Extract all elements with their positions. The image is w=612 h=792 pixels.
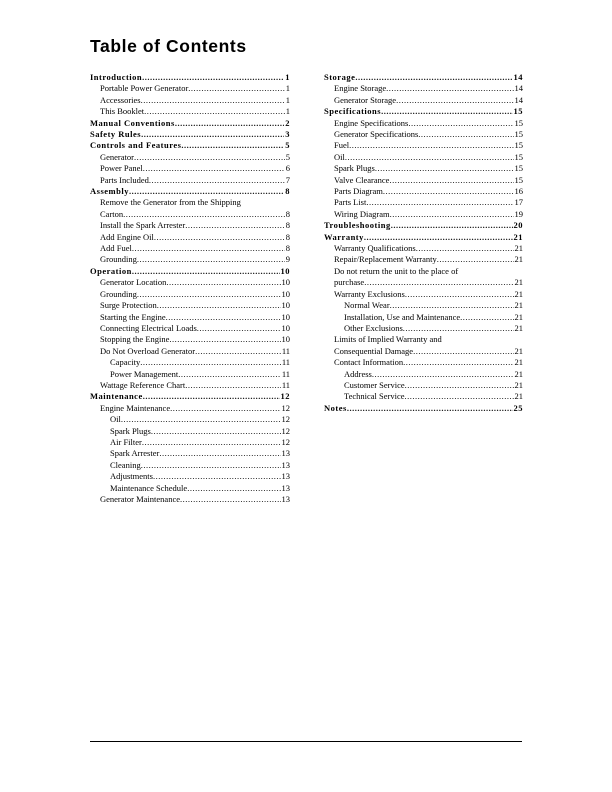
- toc-subsection-entry[interactable]: [324, 197, 523, 208]
- toc-entry-label: Starting the Engine: [100, 311, 166, 322]
- toc-page-number: 21: [514, 322, 523, 333]
- toc-page-number: 1: [285, 83, 290, 94]
- toc-entry-label: Other Exclusions: [344, 322, 403, 333]
- toc-entry-label: Safety Rules: [90, 129, 142, 140]
- toc-subsection-entry[interactable]: [324, 140, 523, 151]
- toc-entry-label: Do not return the unit to the place of: [334, 265, 459, 276]
- dot-leader: [134, 152, 285, 163]
- toc-page-number: 13: [281, 471, 290, 482]
- dot-leader: [355, 72, 512, 83]
- page-title: Table of Contents: [90, 36, 247, 56]
- toc-section-entry[interactable]: [90, 186, 290, 197]
- toc-entry-label: Generator Location: [100, 277, 167, 288]
- toc-entry-label: Maintenance Schedule: [110, 482, 188, 493]
- toc-subsection-entry[interactable]: [324, 346, 523, 357]
- toc-page-number: 3: [285, 129, 290, 140]
- toc-page-number: 6: [285, 163, 290, 174]
- dot-leader: [405, 391, 514, 402]
- toc-page-number: 11: [281, 379, 290, 390]
- toc-entry-label: Notes: [324, 402, 347, 413]
- toc-page-number: 1: [285, 106, 290, 117]
- toc-page-number: 21: [514, 391, 523, 402]
- toc-entry-label: This Booklet: [100, 106, 145, 117]
- toc-entry-label: Spark Plugs: [110, 425, 151, 436]
- dot-leader: [345, 152, 514, 163]
- toc-entry-label: Engine Maintenance: [100, 402, 171, 413]
- dot-leader: [396, 95, 513, 106]
- toc-entry-label: Assembly: [90, 186, 129, 197]
- toc-page-number: 8: [285, 220, 290, 231]
- dot-leader: [143, 163, 285, 174]
- toc-entry-label: Generator Storage: [334, 94, 397, 105]
- toc-subsection-entry[interactable]: [324, 209, 523, 220]
- toc-section-entry[interactable]: [90, 266, 290, 277]
- toc-entry-label: Generator Maintenance: [100, 494, 180, 505]
- toc-entry-label: Valve Clearance: [334, 174, 390, 185]
- toc-entry-label: Do Not Overload Generator: [100, 345, 196, 356]
- toc-page-number: 15: [513, 106, 523, 117]
- toc-page-number: 14: [514, 94, 523, 105]
- dot-leader: [403, 323, 514, 334]
- dot-leader: [153, 471, 281, 482]
- toc-subsection-entry[interactable]: [90, 414, 290, 425]
- toc-page-number: 19: [514, 208, 523, 219]
- toc-section-entry[interactable]: [90, 391, 290, 402]
- toc-page-number: 11: [281, 345, 290, 356]
- toc-page-number: 12: [281, 425, 290, 436]
- toc-page-number: 14: [513, 71, 523, 82]
- dot-leader: [141, 129, 284, 140]
- toc-entry-label: Connecting Electrical Loads: [100, 322, 197, 333]
- toc-entry-label: Capacity: [110, 357, 141, 368]
- toc-entry-label: Portable Power Generator: [100, 83, 189, 94]
- toc-subsection-entry[interactable]: [90, 255, 290, 266]
- toc-subsection-entry[interactable]: [324, 380, 523, 391]
- toc-subsection-entry[interactable]: [324, 369, 523, 380]
- toc-subsection-entry[interactable]: [324, 255, 523, 266]
- toc-subsection-entry[interactable]: [90, 483, 290, 494]
- toc-entry-label: Remove the Generator from the Shipping: [100, 197, 241, 208]
- toc-entry-label: Introduction: [90, 71, 143, 82]
- toc-entry-label: Add Fuel: [100, 243, 132, 254]
- dot-leader: [143, 391, 280, 402]
- toc-page-number: 16: [514, 186, 523, 197]
- toc-section-entry[interactable]: [324, 403, 523, 414]
- toc-entry-label: Warranty: [324, 231, 364, 242]
- dot-leader: [132, 266, 280, 277]
- dot-leader: [140, 357, 281, 368]
- toc-page-number: 12: [281, 436, 290, 447]
- toc-subsection-entry[interactable]: [90, 460, 290, 471]
- dot-leader: [390, 300, 514, 311]
- dot-leader: [166, 312, 281, 323]
- toc-entry-label: Adjustments: [110, 471, 153, 482]
- toc-page-number: 21: [513, 231, 523, 242]
- dot-leader: [405, 289, 514, 300]
- toc-entry-label: Operation: [90, 265, 132, 276]
- toc-section-entry[interactable]: [324, 106, 523, 117]
- toc-page-number: 11: [281, 368, 290, 379]
- toc-entry-label: Oil: [110, 414, 121, 425]
- toc-subsection-entry[interactable]: [90, 95, 290, 106]
- toc-entry-label: Generator Specifications: [334, 129, 419, 140]
- toc-subsection-entry[interactable]: [324, 152, 523, 163]
- toc-page-number: 9: [285, 254, 290, 265]
- toc-entry-label: Maintenance: [90, 391, 143, 402]
- toc-entry-label: Controls and Features: [90, 140, 182, 151]
- toc-entry-label: Installation, Use and Maintenance: [344, 311, 461, 322]
- dot-leader: [405, 380, 514, 391]
- toc-page-number: 21: [514, 379, 523, 390]
- toc-page-number: 12: [281, 414, 290, 425]
- dot-leader: [391, 220, 513, 231]
- toc-page-number: 8: [285, 243, 290, 254]
- toc-page-number: 15: [514, 174, 523, 185]
- toc-subsection-entry[interactable]: [324, 175, 523, 186]
- dot-leader: [151, 426, 281, 437]
- toc-subsection-entry[interactable]: [90, 232, 290, 243]
- toc-subsection-entry[interactable]: [90, 403, 290, 414]
- toc-page-number: 21: [514, 311, 523, 322]
- dot-leader: [137, 289, 281, 300]
- toc-subsection-entry[interactable]: [324, 186, 523, 197]
- toc-entry-label: Spark Arrester: [110, 448, 160, 459]
- toc-subsection-entry[interactable]: [324, 312, 523, 323]
- toc-subsection-entry[interactable]: [324, 83, 523, 94]
- toc-entry-label: Limits of Implied Warranty and: [334, 334, 442, 345]
- toc-entry-label: Customer Service: [344, 379, 405, 390]
- toc-entry-label: Install the Spark Arrester: [100, 220, 186, 231]
- toc-entry-label: Warranty Qualifications: [334, 243, 416, 254]
- dot-leader: [180, 494, 281, 505]
- dot-leader: [349, 140, 513, 151]
- toc-subsection-entry[interactable]: [90, 426, 290, 437]
- toc-entry-label: Specifications: [324, 106, 382, 117]
- dot-leader: [366, 197, 513, 208]
- toc-entry-label: Grounding: [100, 254, 137, 265]
- toc-subsection-entry[interactable]: [90, 448, 290, 459]
- dot-leader: [413, 346, 513, 357]
- toc-section-entry[interactable]: [324, 72, 523, 83]
- toc-page-number: 8: [285, 186, 290, 197]
- toc-subsection-entry[interactable]: [90, 437, 290, 448]
- toc-section-entry[interactable]: [90, 129, 290, 140]
- toc-entry-label: Parts Diagram: [334, 186, 383, 197]
- toc-entry-label: Power Management: [110, 368, 179, 379]
- toc-page-number: 21: [514, 300, 523, 311]
- dot-leader: [137, 254, 285, 265]
- toc-subsection-entry[interactable]: [90, 197, 290, 208]
- toc-page-number: 8: [285, 231, 290, 242]
- toc-page-number: 10: [281, 277, 290, 288]
- dot-leader: [132, 243, 285, 254]
- toc-subsection-entry[interactable]: [324, 277, 523, 288]
- toc-subsection-entry[interactable]: [90, 83, 290, 94]
- dot-leader: [195, 346, 281, 357]
- toc-page-number: 25: [513, 402, 523, 413]
- dot-leader: [121, 414, 281, 425]
- toc-page-number: 21: [514, 243, 523, 254]
- toc-subsection-entry[interactable]: [324, 266, 523, 277]
- toc-page-number: 10: [281, 311, 290, 322]
- toc-section-entry[interactable]: [324, 220, 523, 231]
- toc-page-number: 1: [285, 94, 290, 105]
- toc-subsection-entry[interactable]: [90, 369, 290, 380]
- dot-leader: [372, 369, 514, 380]
- toc-entry-label: Contact Information: [334, 357, 404, 368]
- toc-entry-label: Address: [344, 368, 372, 379]
- toc-subsection-entry[interactable]: [90, 323, 290, 334]
- toc-page-number: 21: [514, 345, 523, 356]
- toc-page-number: 15: [514, 151, 523, 162]
- dot-leader: [408, 118, 513, 129]
- toc-subsection-entry[interactable]: [324, 95, 523, 106]
- toc-page-number: 17: [514, 197, 523, 208]
- toc-entry-label: Repair/Replacement Warranty: [334, 254, 437, 265]
- dot-leader: [364, 232, 513, 243]
- toc-entry-label: Stopping the Engine: [100, 334, 170, 345]
- dot-leader: [381, 106, 512, 117]
- toc-entry-label: Consequential Damage: [334, 345, 414, 356]
- dot-leader: [437, 254, 514, 265]
- dot-leader: [144, 106, 285, 117]
- toc-subsection-entry[interactable]: [324, 357, 523, 368]
- toc-entry-label: Engine Storage: [334, 83, 387, 94]
- toc-page-number: 15: [514, 129, 523, 140]
- toc-subsection-entry[interactable]: [324, 289, 523, 300]
- toc-page-number: 10: [281, 288, 290, 299]
- dot-leader: [169, 334, 280, 345]
- toc-page-number: 21: [514, 288, 523, 299]
- dot-leader: [157, 300, 281, 311]
- toc-subsection-entry[interactable]: [324, 243, 523, 254]
- dot-leader: [149, 175, 285, 186]
- dot-leader: [375, 163, 514, 174]
- toc-entry-label: Spark Plugs: [334, 163, 375, 174]
- toc-subsection-entry[interactable]: [90, 277, 290, 288]
- toc-page-number: 5: [285, 140, 290, 151]
- toc-page-number: 10: [281, 322, 290, 333]
- toc-page-number: 10: [281, 300, 290, 311]
- dot-leader: [142, 72, 284, 83]
- toc-subsection-entry[interactable]: [324, 163, 523, 174]
- toc-left-column: [90, 72, 290, 505]
- toc-entry-label: Generator: [100, 151, 134, 162]
- toc-entry-label: Wiring Diagram: [334, 208, 390, 219]
- toc-subsection-entry[interactable]: [90, 346, 290, 357]
- toc-subsection-entry[interactable]: [324, 118, 523, 129]
- dot-leader: [141, 95, 285, 106]
- toc-section-entry[interactable]: [324, 232, 523, 243]
- toc-section-entry[interactable]: [90, 72, 290, 83]
- toc-entry-label: Parts List: [334, 197, 367, 208]
- dot-leader: [159, 448, 280, 459]
- dot-leader: [166, 277, 280, 288]
- toc-subsection-entry[interactable]: [90, 243, 290, 254]
- dot-leader: [170, 403, 280, 414]
- toc-page-number: 1: [285, 71, 290, 82]
- dot-leader: [197, 323, 281, 334]
- toc-page-number: 21: [514, 357, 523, 368]
- toc-entry-label: Technical Service: [344, 391, 405, 402]
- toc-subsection-entry[interactable]: [90, 357, 290, 368]
- dot-leader: [175, 118, 284, 129]
- toc-entry-label: Power Panel: [100, 163, 143, 174]
- toc-page-number: 10: [280, 265, 290, 276]
- toc-page-number: 13: [281, 494, 290, 505]
- toc-entry-label: Grounding: [100, 288, 137, 299]
- dot-leader: [185, 380, 281, 391]
- toc-subsection-entry[interactable]: [90, 220, 290, 231]
- toc-page-number: 12: [280, 391, 290, 402]
- dot-leader: [403, 357, 513, 368]
- footer-divider: [90, 741, 522, 742]
- toc-subsection-entry[interactable]: [324, 334, 523, 345]
- toc-page-number: 21: [514, 254, 523, 265]
- toc-entry-label: Fuel: [334, 140, 350, 151]
- dot-leader: [364, 277, 513, 288]
- dot-leader: [390, 209, 514, 220]
- dot-leader: [347, 403, 513, 414]
- toc-page-number: 12: [281, 402, 290, 413]
- dot-leader: [383, 186, 514, 197]
- toc-entry-label: purchase: [334, 277, 365, 288]
- dot-leader: [389, 175, 513, 186]
- toc-page-number: 11: [281, 357, 290, 368]
- toc-subsection-entry[interactable]: [90, 312, 290, 323]
- toc-section-entry[interactable]: [90, 140, 290, 151]
- toc-subsection-entry[interactable]: [90, 163, 290, 174]
- dot-leader: [460, 312, 513, 323]
- toc-page-number: 5: [285, 151, 290, 162]
- dot-leader: [141, 460, 281, 471]
- toc-subsection-entry[interactable]: [90, 334, 290, 345]
- toc-page-number: 13: [281, 482, 290, 493]
- toc-page-number: 13: [281, 459, 290, 470]
- dot-leader: [416, 243, 514, 254]
- toc-subsection-entry[interactable]: [324, 300, 523, 311]
- toc-subsection-entry[interactable]: [90, 209, 290, 220]
- dot-leader: [129, 186, 284, 197]
- dot-leader: [181, 140, 284, 151]
- toc-subsection-entry[interactable]: [90, 175, 290, 186]
- toc-entry-label: Add Engine Oil: [100, 231, 154, 242]
- toc-subsection-entry[interactable]: [90, 471, 290, 482]
- toc-page-number: 15: [514, 163, 523, 174]
- toc-page-number: 8: [285, 208, 290, 219]
- toc-page-number: 15: [514, 140, 523, 151]
- toc-section-entry[interactable]: [90, 118, 290, 129]
- dot-leader: [185, 220, 285, 231]
- dot-leader: [154, 232, 285, 243]
- toc-subsection-entry[interactable]: [324, 129, 523, 140]
- toc-entry-label: Accessories: [100, 94, 141, 105]
- toc-page-number: 20: [513, 220, 523, 231]
- toc-subsection-entry[interactable]: [324, 323, 523, 334]
- toc-page-number: 2: [285, 117, 290, 128]
- toc-entry-label: Normal Wear: [344, 300, 390, 311]
- toc-page-number: 14: [514, 83, 523, 94]
- toc-page-number: 21: [514, 368, 523, 379]
- dot-leader: [386, 83, 513, 94]
- toc-entry-label: Wattage Reference Chart: [100, 379, 186, 390]
- toc-subsection-entry[interactable]: [90, 494, 290, 505]
- dot-leader: [187, 483, 280, 494]
- dot-leader: [178, 369, 281, 380]
- toc-entry-label: Troubleshooting: [324, 220, 391, 231]
- dot-leader: [188, 83, 284, 94]
- toc-subsection-entry[interactable]: [90, 300, 290, 311]
- toc-entry-label: Engine Specifications: [334, 117, 409, 128]
- toc-page-number: 13: [281, 448, 290, 459]
- toc-subsection-entry[interactable]: [324, 391, 523, 402]
- toc-entry-label: Oil: [334, 151, 345, 162]
- toc-subsection-entry[interactable]: [90, 106, 290, 117]
- dot-leader: [142, 437, 281, 448]
- dot-leader: [123, 209, 285, 220]
- toc-entry-label: Manual Conventions: [90, 117, 175, 128]
- toc-page-number: 7: [285, 174, 290, 185]
- toc-entry-label: Parts Included: [100, 174, 149, 185]
- toc-entry-label: Cleaning: [110, 459, 141, 470]
- toc-right-column: [324, 72, 523, 414]
- toc-page-number: 21: [514, 277, 523, 288]
- toc-page-number: 15: [514, 117, 523, 128]
- toc-entry-label: Surge Protection: [100, 300, 157, 311]
- toc-entry-label: Warranty Exclusions: [334, 288, 405, 299]
- toc-subsection-entry[interactable]: [90, 152, 290, 163]
- toc-subsection-entry[interactable]: [90, 289, 290, 300]
- toc-page-number: 10: [281, 334, 290, 345]
- toc-subsection-entry[interactable]: [90, 380, 290, 391]
- dot-leader: [418, 129, 513, 140]
- toc-entry-label: Carton: [100, 208, 124, 219]
- toc-entry-label: Storage: [324, 71, 356, 82]
- toc-entry-label: Air Filter: [110, 436, 142, 447]
